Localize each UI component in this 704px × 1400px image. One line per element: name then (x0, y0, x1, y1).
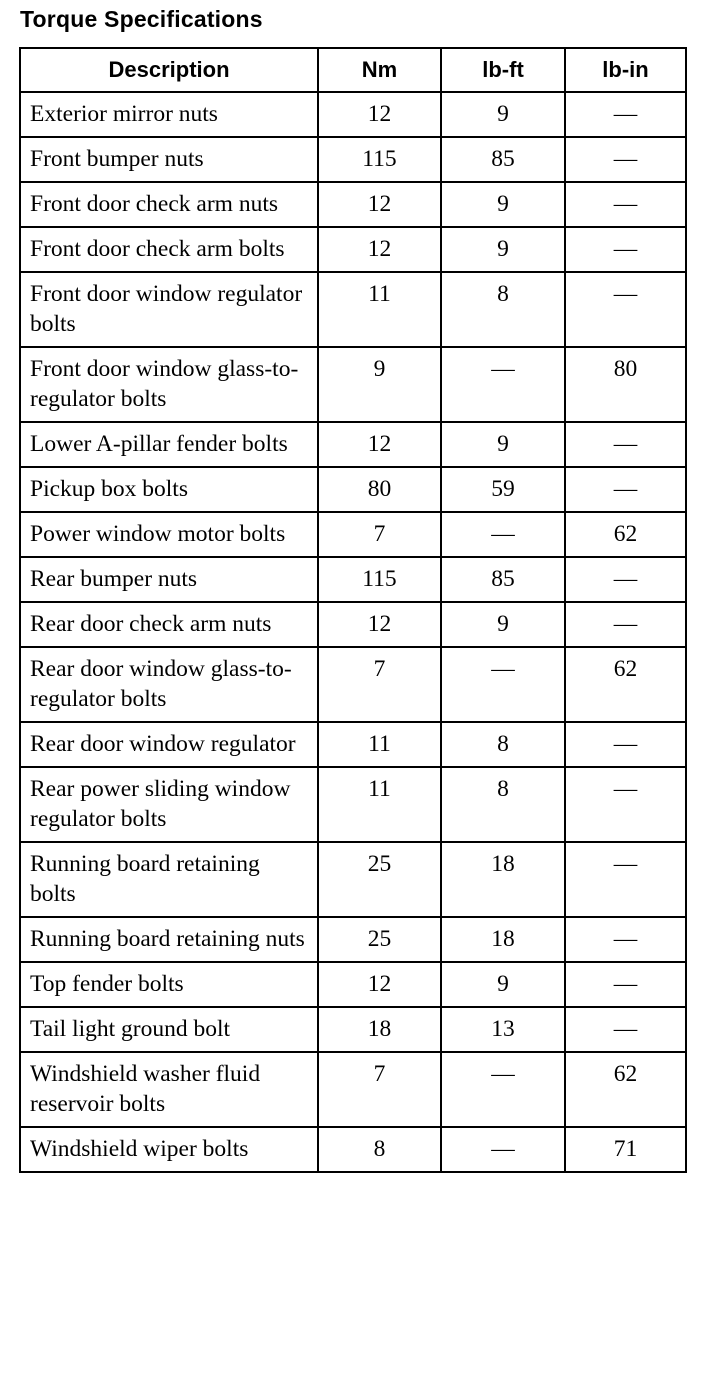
column-header-description: Description (20, 48, 318, 92)
cell-nm: 80 (318, 467, 441, 512)
cell-description: Front door window regulator bolts (20, 272, 318, 347)
cell-nm: 12 (318, 422, 441, 467)
cell-lbft: 9 (441, 92, 565, 137)
cell-lbft: — (441, 1052, 565, 1127)
table-row (20, 182, 686, 227)
cell-lbft: 9 (441, 962, 565, 1007)
cell-lbin: 62 (565, 647, 686, 722)
cell-lbft: 13 (441, 1007, 565, 1052)
cell-nm: 7 (318, 512, 441, 557)
cell-description: Front bumper nuts (20, 137, 318, 182)
cell-description: Top fender bolts (20, 962, 318, 1007)
cell-lbin: — (565, 722, 686, 767)
torque-spec-table (19, 47, 687, 1173)
cell-lbin: — (565, 182, 686, 227)
cell-nm: 8 (318, 1127, 441, 1172)
cell-lbft: — (441, 1127, 565, 1172)
cell-lbin: — (565, 227, 686, 272)
cell-lbin: — (565, 422, 686, 467)
cell-lbin: — (565, 602, 686, 647)
cell-lbin: — (565, 842, 686, 917)
table-row (20, 137, 686, 182)
table-row (20, 602, 686, 647)
cell-lbft: 18 (441, 917, 565, 962)
table-row (20, 557, 686, 602)
cell-nm: 12 (318, 227, 441, 272)
cell-description: Power window motor bolts (20, 512, 318, 557)
table-row (20, 467, 686, 512)
table-body (20, 92, 686, 1172)
cell-nm: 11 (318, 722, 441, 767)
cell-description: Front door window glass-to-regulator bolts (20, 347, 318, 422)
cell-lbin: — (565, 92, 686, 137)
cell-lbft: 85 (441, 557, 565, 602)
column-header-nm: Nm (318, 48, 441, 92)
cell-lbin: — (565, 557, 686, 602)
cell-description: Rear door check arm nuts (20, 602, 318, 647)
cell-lbft: 9 (441, 227, 565, 272)
table-row (20, 767, 686, 842)
cell-description: Rear door window glass-to-regulator bolts (20, 647, 318, 722)
table-row (20, 1052, 686, 1127)
table-row (20, 227, 686, 272)
cell-lbft: — (441, 512, 565, 557)
cell-lbft: 9 (441, 182, 565, 227)
cell-description: Lower A-pillar fender bolts (20, 422, 318, 467)
cell-lbft: 9 (441, 602, 565, 647)
cell-nm: 7 (318, 1052, 441, 1127)
cell-lbin: — (565, 917, 686, 962)
cell-nm: 12 (318, 182, 441, 227)
cell-description: Front door check arm bolts (20, 227, 318, 272)
cell-lbft: — (441, 647, 565, 722)
table-row (20, 962, 686, 1007)
cell-description: Rear bumper nuts (20, 557, 318, 602)
table-row (20, 1007, 686, 1052)
table-row (20, 842, 686, 917)
cell-lbin: — (565, 137, 686, 182)
cell-lbft: 8 (441, 722, 565, 767)
table-row (20, 512, 686, 557)
table-row (20, 917, 686, 962)
cell-lbft: 18 (441, 842, 565, 917)
table-row (20, 422, 686, 467)
cell-lbin: 71 (565, 1127, 686, 1172)
cell-nm: 25 (318, 842, 441, 917)
cell-lbin: 80 (565, 347, 686, 422)
cell-lbft: — (441, 347, 565, 422)
cell-nm: 11 (318, 767, 441, 842)
cell-nm: 9 (318, 347, 441, 422)
cell-lbft: 59 (441, 467, 565, 512)
cell-lbin: 62 (565, 1052, 686, 1127)
cell-description: Windshield wiper bolts (20, 1127, 318, 1172)
cell-lbft: 85 (441, 137, 565, 182)
cell-nm: 115 (318, 137, 441, 182)
cell-nm: 25 (318, 917, 441, 962)
table-row (20, 647, 686, 722)
cell-description: Windshield washer fluid reservoir bolts (20, 1052, 318, 1127)
cell-lbft: 8 (441, 272, 565, 347)
cell-lbin: — (565, 1007, 686, 1052)
page-title: Torque Specifications (20, 6, 263, 32)
cell-nm: 12 (318, 92, 441, 137)
cell-lbft: 8 (441, 767, 565, 842)
cell-description: Running board retaining bolts (20, 842, 318, 917)
cell-nm: 11 (318, 272, 441, 347)
cell-description: Rear door window regulator (20, 722, 318, 767)
cell-description: Exterior mirror nuts (20, 92, 318, 137)
cell-lbin: 62 (565, 512, 686, 557)
cell-description: Rear power sliding window regulator bolts (20, 767, 318, 842)
cell-description: Front door check arm nuts (20, 182, 318, 227)
table-header-row (20, 48, 686, 92)
cell-description: Running board retaining nuts (20, 917, 318, 962)
table-row (20, 347, 686, 422)
cell-description: Tail light ground bolt (20, 1007, 318, 1052)
table-row (20, 1127, 686, 1172)
column-header-lbft: lb-ft (441, 48, 565, 92)
cell-nm: 7 (318, 647, 441, 722)
cell-nm: 12 (318, 602, 441, 647)
cell-nm: 18 (318, 1007, 441, 1052)
table-row (20, 92, 686, 137)
cell-lbin: — (565, 272, 686, 347)
cell-nm: 115 (318, 557, 441, 602)
table-row (20, 722, 686, 767)
cell-lbin: — (565, 767, 686, 842)
cell-lbft: 9 (441, 422, 565, 467)
column-header-lbin: lb-in (565, 48, 686, 92)
cell-nm: 12 (318, 962, 441, 1007)
cell-lbin: — (565, 467, 686, 512)
cell-description: Pickup box bolts (20, 467, 318, 512)
table-row (20, 272, 686, 347)
cell-lbin: — (565, 962, 686, 1007)
